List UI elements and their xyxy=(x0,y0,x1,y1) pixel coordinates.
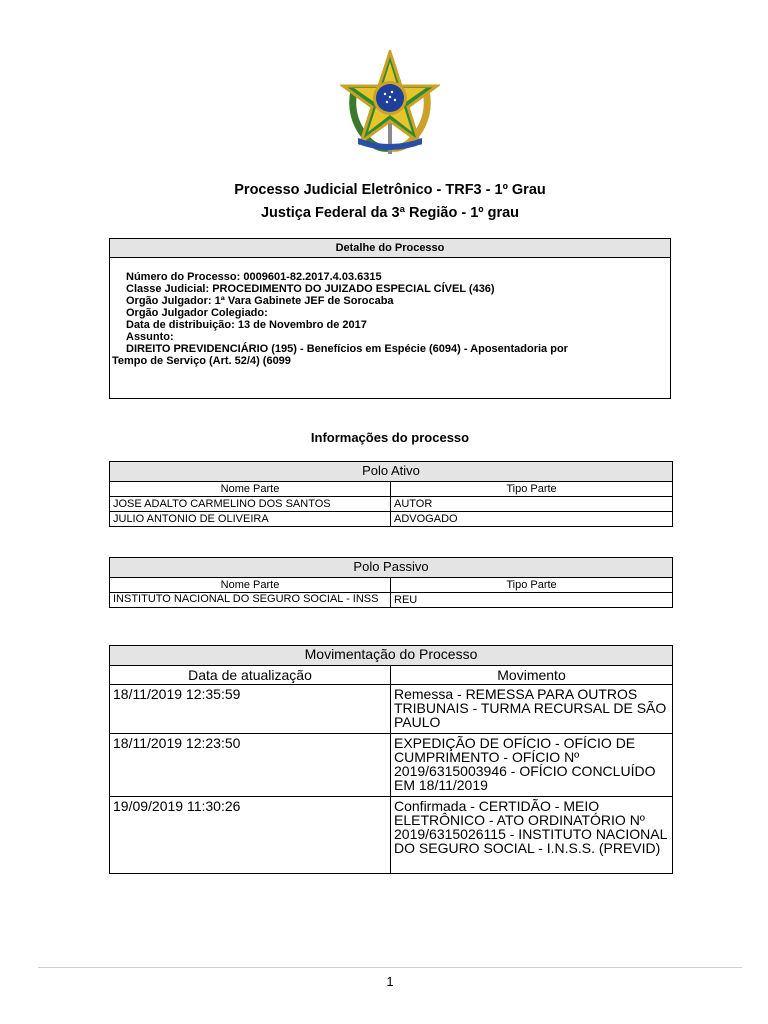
table-row xyxy=(110,685,673,734)
brazil-coat-of-arms-emblem xyxy=(340,50,440,156)
polo-ativo-col-nome: Nome Parte xyxy=(110,482,391,497)
movement-date: 18/11/2019 12:35:59 xyxy=(110,685,391,734)
polo-passivo-col-nome: Nome Parte xyxy=(110,578,391,593)
detail-assunto-line1: DIREITO PREVIDENCIÁRIO (195) - Benefícios em Espécie (6094) - Aposentadoria por xyxy=(126,343,568,355)
table-row xyxy=(110,593,673,608)
table-row xyxy=(110,734,673,797)
page-title: Processo Judicial Eletrônico - TRF3 - 1º Grau xyxy=(234,182,546,198)
detail-data-distribuicao: Data de distribuição: 13 de Novembro de 2017 xyxy=(126,319,367,331)
detail-assunto-label: Assunto: xyxy=(126,331,174,343)
movimentacao-col-mov: Movimento xyxy=(391,666,673,685)
movement-text: EXPEDIÇÃO DE OFÍCIO - OFÍCIO DE CUMPRIMENTO - OFÍCIO Nº 2019/6315003946 - OFÍCIO CONCLUÍDO EM 18/11/2019 xyxy=(391,734,673,797)
detail-classe: Classe Judicial: PROCEDIMENTO DO JUIZADO ESPECIAL CÍVEL (436) xyxy=(126,283,495,295)
info-section-title: Informações do processo xyxy=(310,430,470,445)
movement-text: Remessa - REMESSA PARA OUTROS TRIBUNAIS - TURMA RECURSAL DE SÃO PAULO xyxy=(391,685,673,734)
table-row xyxy=(110,497,673,512)
party-name: JULIO ANTONIO DE OLIVEIRA xyxy=(110,512,391,527)
movement-date: 19/09/2019 11:30:26 xyxy=(110,797,391,874)
party-name: INSTITUTO NACIONAL DO SEGURO SOCIAL - INSS xyxy=(110,593,391,608)
polo-ativo-col-tipo: Tipo Parte xyxy=(391,482,673,497)
party-name: JOSE ADALTO CARMELINO DOS SANTOS xyxy=(110,497,391,512)
movement-text: Confirmada - CERTIDÃO - MEIO ELETRÔNICO - ATO ORDINATÓRIO Nº 2019/6315026115 - INSTITUTO NACIONAL DO SEGURO SOCIAL - I.N.S.S. (PREVID) xyxy=(391,797,673,874)
movimentacao-table xyxy=(109,645,673,874)
party-type: ADVOGADO xyxy=(391,512,673,527)
movimentacao-col-data: Data de atualização xyxy=(110,666,391,685)
detail-orgao-colegiado: Orgão Julgador Colegiado: xyxy=(126,307,268,319)
movimentacao-caption: Movimentação do Processo xyxy=(110,646,673,666)
polo-passivo-caption: Polo Passivo xyxy=(110,558,673,578)
page-number: 1 xyxy=(386,974,394,989)
detail-orgao: Orgão Julgador: 1ª Vara Gabinete JEF de Sorocaba xyxy=(126,295,394,307)
polo-ativo-table xyxy=(109,461,673,527)
polo-passivo-col-tipo: Tipo Parte xyxy=(391,578,673,593)
detail-heading: Detalhe do Processo xyxy=(110,239,670,258)
detail-body xyxy=(110,258,670,367)
party-type: AUTOR xyxy=(391,497,673,512)
polo-ativo-caption: Polo Ativo xyxy=(110,462,673,482)
table-row xyxy=(110,797,673,874)
detail-numero: Número do Processo: 0009601-82.2017.4.03.6315 xyxy=(126,271,382,283)
footer-divider xyxy=(38,967,742,968)
table-row xyxy=(110,512,673,527)
page-subtitle: Justiça Federal da 3ª Região - 1º grau xyxy=(260,205,520,221)
movement-date: 18/11/2019 12:23:50 xyxy=(110,734,391,797)
process-detail-box xyxy=(109,238,671,399)
party-type: REU xyxy=(391,593,673,608)
polo-passivo-table xyxy=(109,557,673,608)
detail-assunto-line2: Tempo de Serviço (Art. 52/4) (6099 xyxy=(112,355,291,367)
